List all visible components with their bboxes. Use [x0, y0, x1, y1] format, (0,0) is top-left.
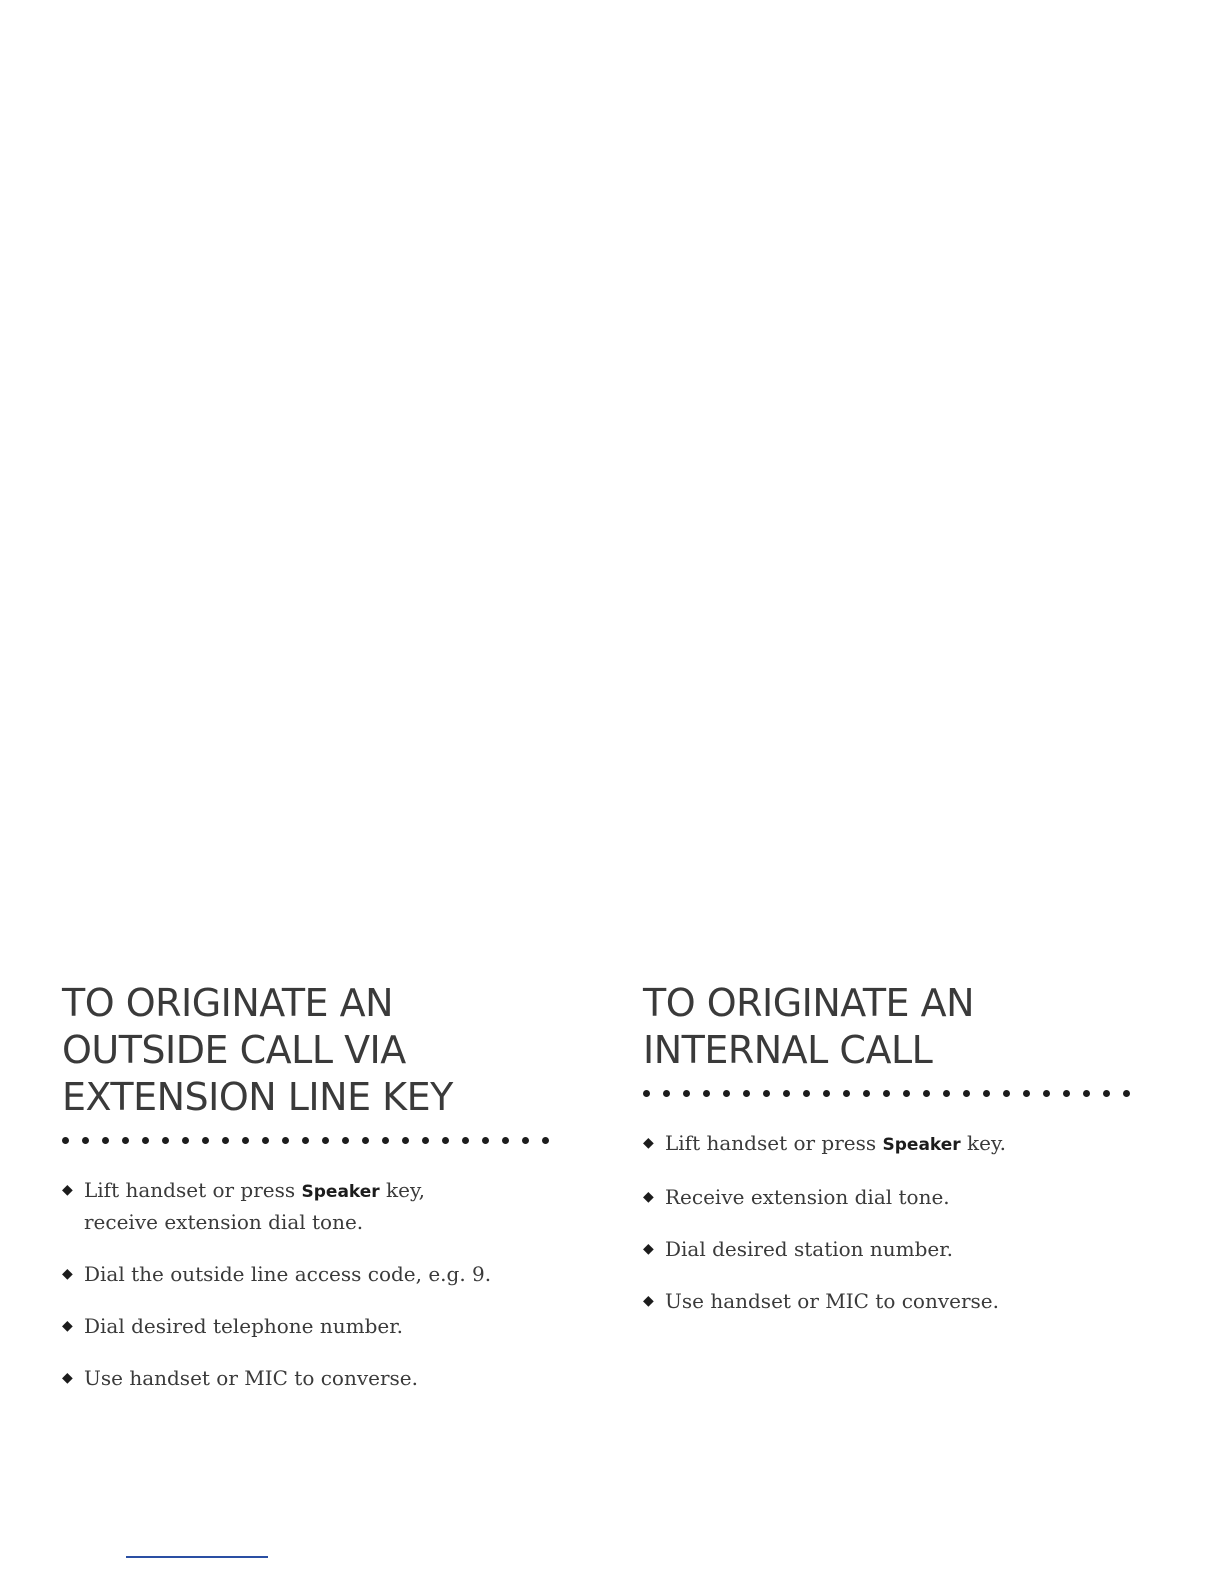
step-item	[643, 1128, 1143, 1160]
step-text: Dial desired telephone number.	[84, 1314, 403, 1338]
divider-dot	[442, 1137, 449, 1144]
diamond-bullet-icon: ◆	[62, 1182, 73, 1198]
divider-dot	[182, 1137, 189, 1144]
divider-dot	[102, 1137, 109, 1144]
step-item	[62, 1311, 562, 1341]
diamond-bullet-icon: ◆	[62, 1266, 73, 1282]
divider-dot	[1003, 1090, 1010, 1097]
divider-dot	[663, 1090, 670, 1097]
diamond-bullet-icon: ◆	[643, 1189, 654, 1205]
divider-dot	[342, 1137, 349, 1144]
divider-dot	[162, 1137, 169, 1144]
step-item	[643, 1182, 1143, 1212]
divider-dot	[362, 1137, 369, 1144]
divider-dot	[643, 1090, 650, 1097]
step-text-continuation: receive extension dial tone.	[84, 1210, 364, 1234]
divider-dot	[963, 1090, 970, 1097]
footer-rule	[126, 1556, 268, 1558]
divider-dot	[823, 1090, 830, 1097]
divider-dot	[1023, 1090, 1030, 1097]
divider-dot	[282, 1137, 289, 1144]
divider-dot	[983, 1090, 990, 1097]
heading-line: TO ORIGINATE AN	[62, 981, 394, 1025]
divider-dot	[743, 1090, 750, 1097]
divider-dot	[82, 1137, 89, 1144]
divider-dot	[522, 1137, 529, 1144]
step-item	[643, 1234, 1143, 1264]
divider-dot	[843, 1090, 850, 1097]
divider-dot	[763, 1090, 770, 1097]
speaker-key-label: Speaker	[301, 1182, 380, 1202]
outside-call-steps	[62, 1175, 562, 1393]
step-text: Dial desired station number.	[665, 1237, 953, 1261]
divider-dot	[122, 1137, 129, 1144]
step-item	[62, 1175, 562, 1237]
step-text: key.	[960, 1131, 1006, 1155]
step-text: key,	[379, 1178, 425, 1202]
divider-dot	[1043, 1090, 1050, 1097]
outside-call-section	[62, 980, 562, 1415]
divider-dot	[1103, 1090, 1110, 1097]
divider-dot	[1083, 1090, 1090, 1097]
diamond-bullet-icon: ◆	[62, 1318, 73, 1334]
divider-dot	[262, 1137, 269, 1144]
divider-dot	[542, 1137, 549, 1144]
internal-call-heading	[643, 980, 1143, 1074]
divider-dot	[923, 1090, 930, 1097]
divider-dot	[422, 1137, 429, 1144]
divider-dot	[302, 1137, 309, 1144]
step-text: Dial the outside line access code, e.g. 9.	[84, 1262, 492, 1286]
step-item	[62, 1259, 562, 1289]
divider-dot	[322, 1137, 329, 1144]
divider-dot	[222, 1137, 229, 1144]
step-text: Use handset or MIC to converse.	[84, 1366, 419, 1390]
heading-line: INTERNAL CALL	[643, 1028, 933, 1072]
divider-dot	[723, 1090, 730, 1097]
divider-dot	[783, 1090, 790, 1097]
divider-dot	[943, 1090, 950, 1097]
divider-dot	[903, 1090, 910, 1097]
diamond-bullet-icon: ◆	[643, 1293, 654, 1309]
speaker-key-label: Speaker	[882, 1135, 961, 1155]
divider-dot	[482, 1137, 489, 1144]
step-text: Lift handset or press	[665, 1131, 883, 1155]
heading-line: TO ORIGINATE AN	[643, 981, 975, 1025]
step-item	[62, 1363, 562, 1393]
divider-dot	[402, 1137, 409, 1144]
step-item	[643, 1286, 1143, 1316]
internal-call-section	[643, 980, 1143, 1338]
divider-dot	[502, 1137, 509, 1144]
step-text: Lift handset or press	[84, 1178, 302, 1202]
internal-call-steps	[643, 1128, 1143, 1316]
divider-dot	[242, 1137, 249, 1144]
divider-dot	[803, 1090, 810, 1097]
divider-dot	[142, 1137, 149, 1144]
divider-dot	[62, 1137, 69, 1144]
divider-dot	[382, 1137, 389, 1144]
divider-dot	[1123, 1090, 1130, 1097]
diamond-bullet-icon: ◆	[643, 1135, 654, 1151]
divider-dot	[703, 1090, 710, 1097]
diamond-bullet-icon: ◆	[62, 1370, 73, 1386]
divider-dot	[1063, 1090, 1070, 1097]
diamond-bullet-icon: ◆	[643, 1241, 654, 1257]
heading-line: OUTSIDE CALL VIA	[62, 1028, 406, 1072]
divider-dot	[863, 1090, 870, 1097]
divider-dot	[883, 1090, 890, 1097]
step-text: Receive extension dial tone.	[665, 1185, 950, 1209]
outside-call-heading	[62, 980, 562, 1121]
step-text: Use handset or MIC to converse.	[665, 1289, 1000, 1313]
dotted-divider	[62, 1137, 562, 1145]
dotted-divider	[643, 1090, 1143, 1098]
divider-dot	[202, 1137, 209, 1144]
divider-dot	[462, 1137, 469, 1144]
heading-line: EXTENSION LINE KEY	[62, 1075, 453, 1119]
divider-dot	[683, 1090, 690, 1097]
